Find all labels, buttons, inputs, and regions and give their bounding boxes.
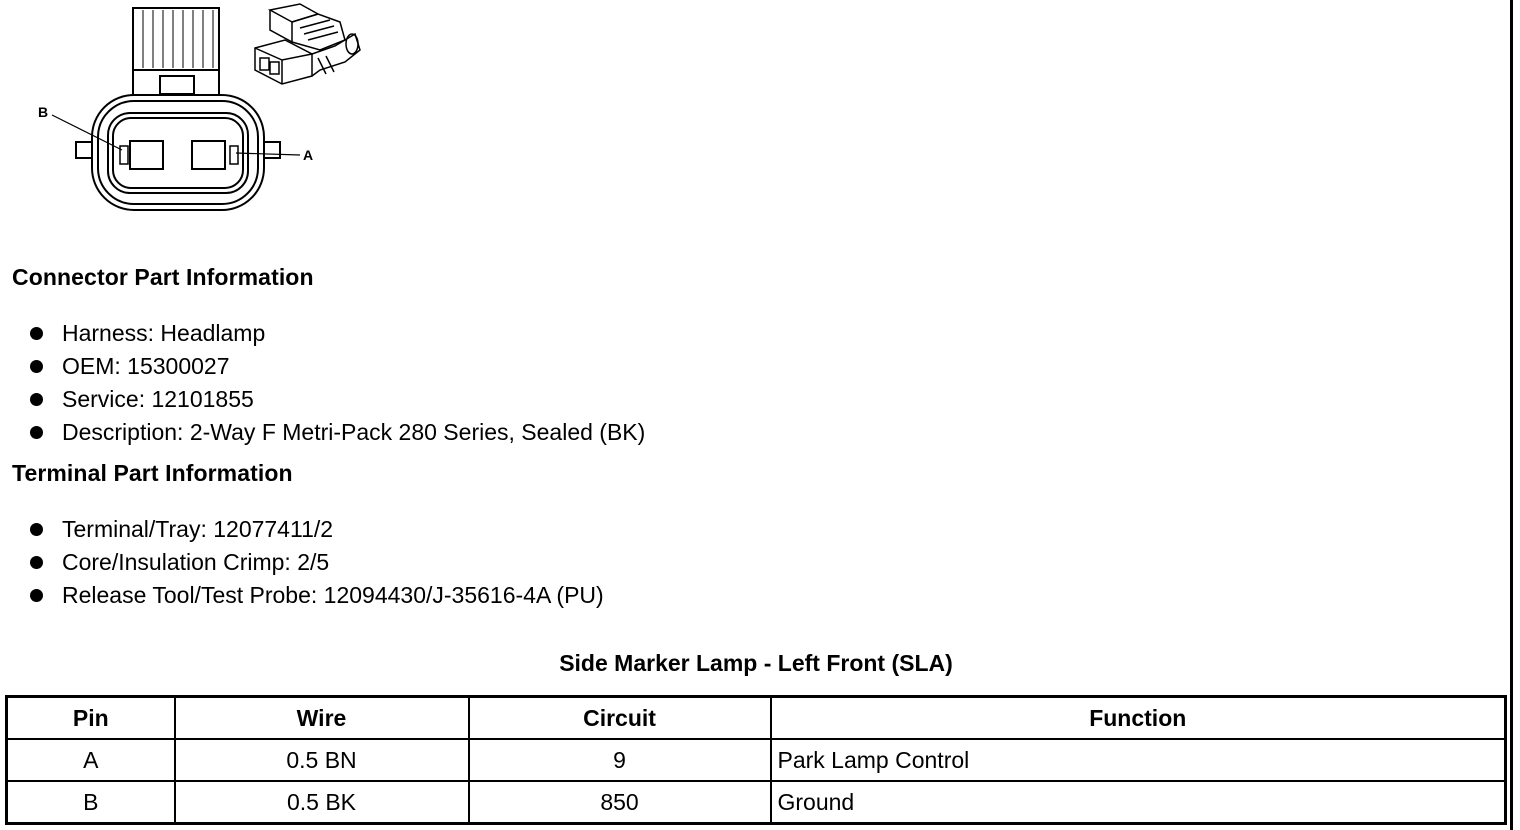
table-row [7, 739, 1506, 781]
cell-pin: B [7, 781, 175, 824]
column-header-function: Function [771, 697, 1506, 740]
column-header-wire: Wire [175, 697, 469, 740]
cell-function: Ground [771, 781, 1506, 824]
page-right-border [1510, 0, 1513, 830]
pin-label-b: B [38, 104, 49, 120]
list-item: Release Tool/Test Probe: 12094430/J-35616-4A (PU) [30, 579, 604, 612]
list-item: Terminal/Tray: 12077411/2 [30, 513, 604, 546]
cell-wire: 0.5 BK [175, 781, 469, 824]
table-title: Side Marker Lamp - Left Front (SLA) [559, 650, 953, 676]
cell-circuit: 9 [469, 739, 771, 781]
terminal-part-info-list [30, 513, 604, 612]
table-row [7, 781, 1506, 824]
connector-diagram [0, 0, 380, 230]
cell-function: Park Lamp Control [771, 739, 1506, 781]
terminal-part-info-heading: Terminal Part Information [12, 460, 293, 486]
list-item: Description: 2-Way F Metri-Pack 280 Series, Sealed (BK) [30, 416, 645, 449]
connector-lock-tab [133, 8, 219, 70]
connector-part-info-heading: Connector Part Information [12, 264, 314, 290]
cell-circuit: 850 [469, 781, 771, 824]
table-header-row [7, 697, 1506, 740]
cavity-a [192, 141, 225, 169]
list-item: OEM: 15300027 [30, 350, 645, 383]
pinout-table [5, 695, 1507, 825]
column-header-circuit: Circuit [469, 697, 771, 740]
pin-label-a: A [303, 147, 314, 163]
column-header-pin: Pin [7, 697, 175, 740]
connector-part-info-list [30, 317, 645, 449]
cavity-b [130, 141, 163, 169]
list-item: Service: 12101855 [30, 383, 645, 416]
list-item: Harness: Headlamp [30, 317, 645, 350]
list-item: Core/Insulation Crimp: 2/5 [30, 546, 604, 579]
cell-wire: 0.5 BN [175, 739, 469, 781]
connector-3d-view [255, 4, 360, 84]
cell-pin: A [7, 739, 175, 781]
